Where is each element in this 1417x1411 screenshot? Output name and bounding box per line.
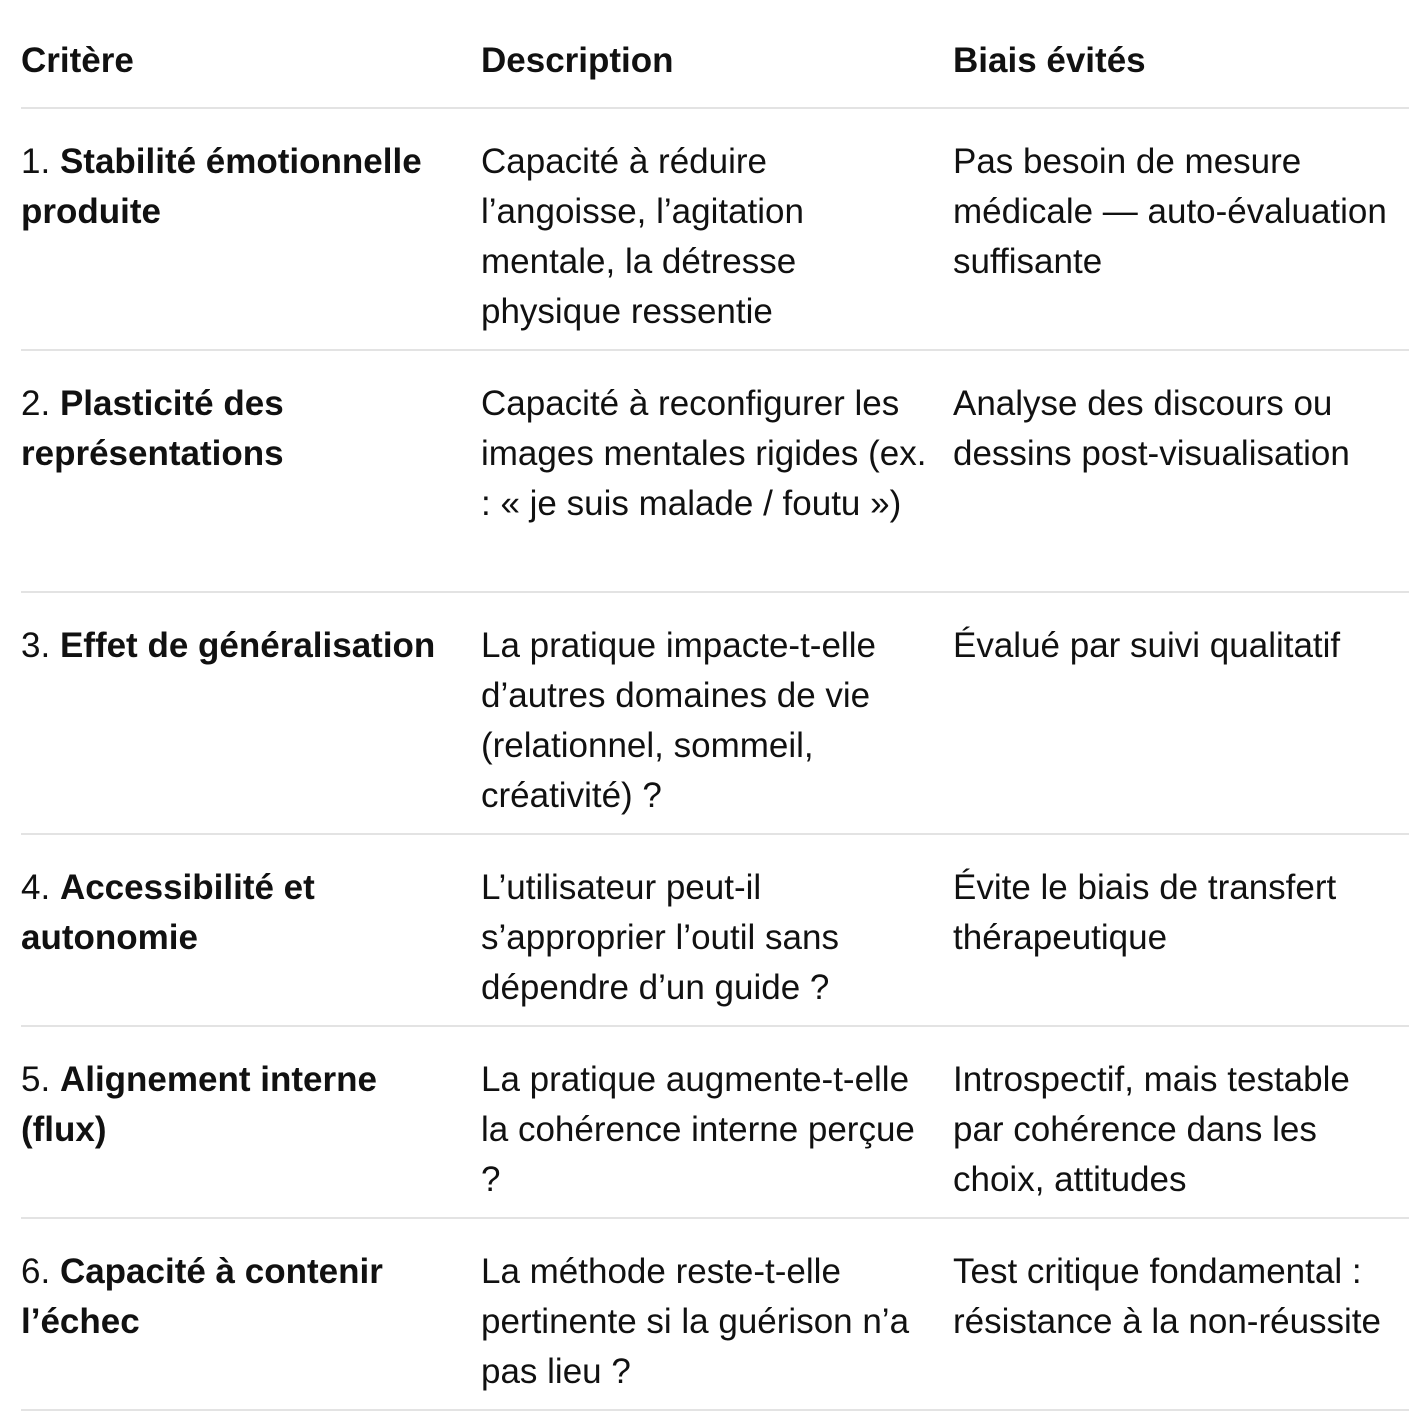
criterion-cell [21,835,481,1025]
criterion-number: 3. [21,626,51,665]
criterion-name: Accessibilité et autonomie [21,868,315,957]
bias-cell: Introspectif, mais testable par cohérence dans les choix, attitudes [953,1060,1350,1199]
table-header-row [21,0,1409,109]
header-criterion: Critère [21,41,134,80]
description-cell: La pratique impacte-t-elle d’autres domaines de vie (relationnel, sommeil, créativité) ? [481,626,876,815]
bias-cell: Évalué par suivi qualitatif [953,626,1341,665]
criterion-name: Plasticité des représentations [21,384,284,473]
header-bias: Biais évités [953,41,1146,80]
table-row [21,593,1409,835]
description-cell: La pratique augmente-t-elle la cohérence interne perçue ? [481,1060,915,1199]
criterion-cell [21,1219,481,1409]
criterion-number: 5. [21,1060,51,1099]
description-cell: L’utilisateur peut-il s’approprier l’outil sans dépendre d’un guide ? [481,868,839,1007]
table-row [21,1219,1409,1411]
criterion-cell [21,593,481,833]
criterion-cell [21,1027,481,1217]
criterion-number: 4. [21,868,51,907]
description-cell: La méthode reste-t-elle pertinente si la guérison n’a pas lieu ? [481,1252,910,1391]
criterion-cell [21,109,481,349]
table-row [21,1027,1409,1219]
criterion-name: Effet de généralisation [59,626,436,665]
bias-cell: Test critique fondamental : résistance à la non-réussite [953,1252,1381,1341]
criterion-cell [21,351,481,591]
criteria-table [21,0,1409,1411]
description-cell: Capacité à réduire l’angoisse, l’agitation mentale, la détresse physique ressentie [481,142,804,331]
criterion-name: Stabilité émotionnelle produite [21,142,422,231]
bias-cell: Analyse des discours ou dessins post-visualisation [953,384,1350,473]
bias-cell: Pas besoin de mesure médicale — auto-évaluation suffisante [953,142,1387,281]
criterion-number: 2. [21,384,51,423]
header-description: Description [481,41,674,80]
criterion-name: Capacité à contenir l’échec [21,1252,383,1341]
table-row [21,835,1409,1027]
criterion-number: 1. [21,142,51,181]
description-cell: Capacité à reconfigurer les images mentales rigides (ex. : « je suis malade / foutu ») [481,384,927,523]
bias-cell: Évite le biais de transfert thérapeutique [953,868,1337,957]
table-row [21,351,1409,593]
criterion-number: 6. [21,1252,51,1291]
table-row [21,109,1409,351]
criterion-name: Alignement interne (flux) [21,1060,377,1149]
